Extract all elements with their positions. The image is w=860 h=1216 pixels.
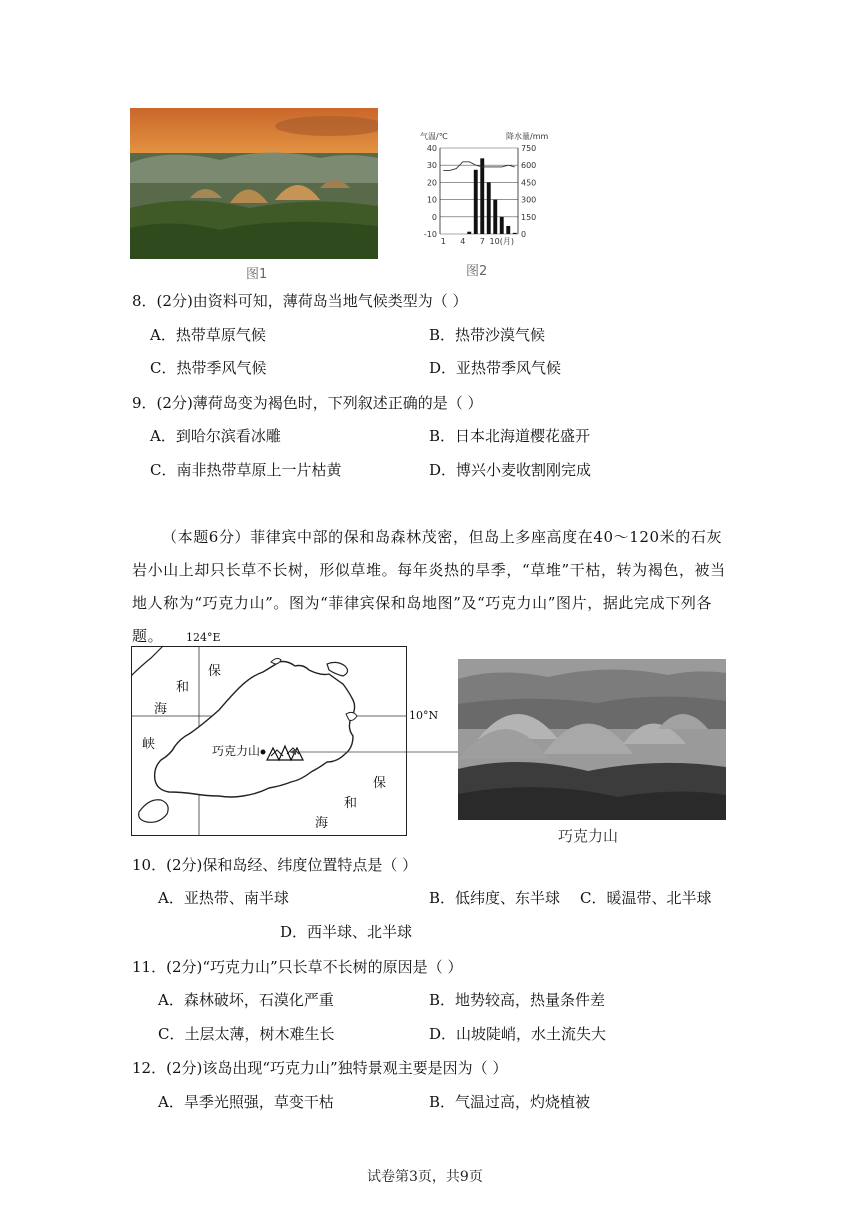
photo-chocolate-hills-color: [130, 108, 378, 259]
map-sea-label-bao-right: 保: [373, 776, 387, 791]
question-10-option-c[interactable]: C．暖温带、北半球: [580, 889, 712, 907]
right-tick-label: 600: [521, 161, 537, 171]
right-tick-label: 0: [521, 230, 527, 239]
question-8-option-b[interactable]: B．热带沙漠气候: [429, 326, 546, 344]
x-tick-label: 10(月): [489, 237, 514, 246]
climate-chart: [418, 130, 568, 254]
map-sea-label-xia-left: 峡: [142, 737, 156, 752]
map-island-label-bao: 保: [208, 664, 222, 679]
map-sea-label-he-right: 和: [344, 796, 358, 811]
page-footer: 试卷第3页，共9页: [367, 1169, 483, 1185]
right-tick-label: 450: [521, 178, 537, 188]
precipitation-bar-12: [513, 233, 517, 234]
question-9-option-a[interactable]: A．到哈尔滨看冰雕: [150, 427, 281, 445]
right-axis-title: 降水量/mm: [506, 132, 549, 141]
question-11-stem: 11．(2分)“巧克力山”只长草不长树的原因是（ ）: [132, 958, 463, 976]
figure-1-caption: 图1: [246, 267, 268, 282]
x-tick-label: 4: [460, 237, 466, 246]
map-sea-label-hai-right: 海: [315, 816, 329, 831]
question-12-option-a[interactable]: A．旱季光照强，草变干枯: [158, 1093, 334, 1111]
question-10-option-a[interactable]: A．亚热带、南半球: [158, 889, 289, 907]
question-12-stem: 12．(2分)该岛出现“巧克力山”独特景观主要是因为（ ）: [132, 1059, 508, 1077]
precipitation-bar-9: [493, 200, 497, 234]
question-10-option-d[interactable]: D．西半球、北半球: [280, 923, 413, 941]
photo-chocolate-hills-grayscale: [458, 659, 726, 820]
map-sea-label-hai-left: 海: [154, 702, 168, 717]
passage-text: （本题6分）菲律宾中部的保和岛森林茂密，但岛上多座高度在40～120米的石灰岩小山上却只长草不长树，形似草堆。每年炎热的旱季，“草堆”干枯，转为褐色，被当地人称为“巧克力山”。图为“菲律宾保和岛地图”及“巧克力山”图片，据此完成下列各题。: [132, 528, 726, 645]
map-longitude-label: 124°E: [186, 631, 221, 644]
figure-2-caption: 图2: [466, 264, 488, 279]
map-latitude-label: 10°N: [409, 709, 439, 722]
question-11-option-b[interactable]: B．地势较高，热量条件差: [429, 991, 606, 1009]
precipitation-bar-6: [474, 170, 478, 234]
left-tick-label: 30: [426, 161, 437, 171]
left-axis-title: 气温/℃: [420, 132, 448, 141]
temperature-line: [443, 162, 515, 171]
left-tick-label: 0: [431, 212, 437, 222]
question-9-option-b[interactable]: B．日本北海道樱花盛开: [429, 427, 591, 445]
bohol-map: [131, 636, 407, 836]
question-9-option-d[interactable]: D．博兴小麦收割刚完成: [429, 461, 592, 479]
question-11-option-c[interactable]: C．土层太薄，树木难生长: [158, 1025, 335, 1043]
left-tick-label: -10: [423, 230, 437, 239]
precipitation-bar-10: [500, 217, 504, 234]
question-9-stem: 9．(2分)薄荷岛变为褐色时，下列叙述正确的是（ ）: [132, 394, 483, 412]
question-10-option-b[interactable]: B．低纬度、东半球: [429, 889, 561, 907]
question-12-option-b[interactable]: B．气温过高，灼烧植被: [429, 1093, 591, 1111]
question-11-option-a[interactable]: A．森林破坏，石漠化严重: [158, 991, 334, 1009]
map-place-label-chocolate-hills: 巧克力山: [212, 744, 261, 758]
precipitation-bar-7: [480, 158, 484, 234]
right-tick-label: 750: [521, 144, 537, 153]
left-tick-label: 20: [426, 178, 437, 188]
question-8-option-a[interactable]: A．热带草原气候: [150, 326, 266, 344]
question-8-stem: 8．(2分)由资料可知，薄荷岛当地气候类型为（ ）: [132, 292, 468, 310]
right-tick-label: 300: [521, 195, 537, 205]
map-sea-label-he-left: 和: [176, 680, 190, 695]
question-8-option-c[interactable]: C．热带季风气候: [150, 359, 267, 377]
precipitation-bar-11: [506, 226, 510, 234]
precipitation-bar-5: [467, 232, 471, 234]
question-10-stem: 10．(2分)保和岛经、纬度位置特点是（ ）: [132, 856, 418, 874]
x-tick-label: 7: [479, 237, 485, 246]
left-tick-label: 40: [426, 144, 437, 153]
leader-line: [290, 748, 465, 756]
photo-caption-chocolate-hills: 巧克力山: [558, 827, 619, 845]
precipitation-bar-8: [487, 182, 491, 234]
question-11-option-d[interactable]: D．山坡陡峭，水土流失大: [429, 1025, 607, 1043]
question-8-option-d[interactable]: D．亚热带季风气候: [429, 359, 562, 377]
left-tick-label: 10: [426, 195, 437, 205]
right-tick-label: 150: [521, 212, 537, 222]
x-tick-label: 1: [440, 237, 446, 246]
question-9-option-c[interactable]: C．南非热带草原上一片枯黄: [150, 461, 342, 479]
